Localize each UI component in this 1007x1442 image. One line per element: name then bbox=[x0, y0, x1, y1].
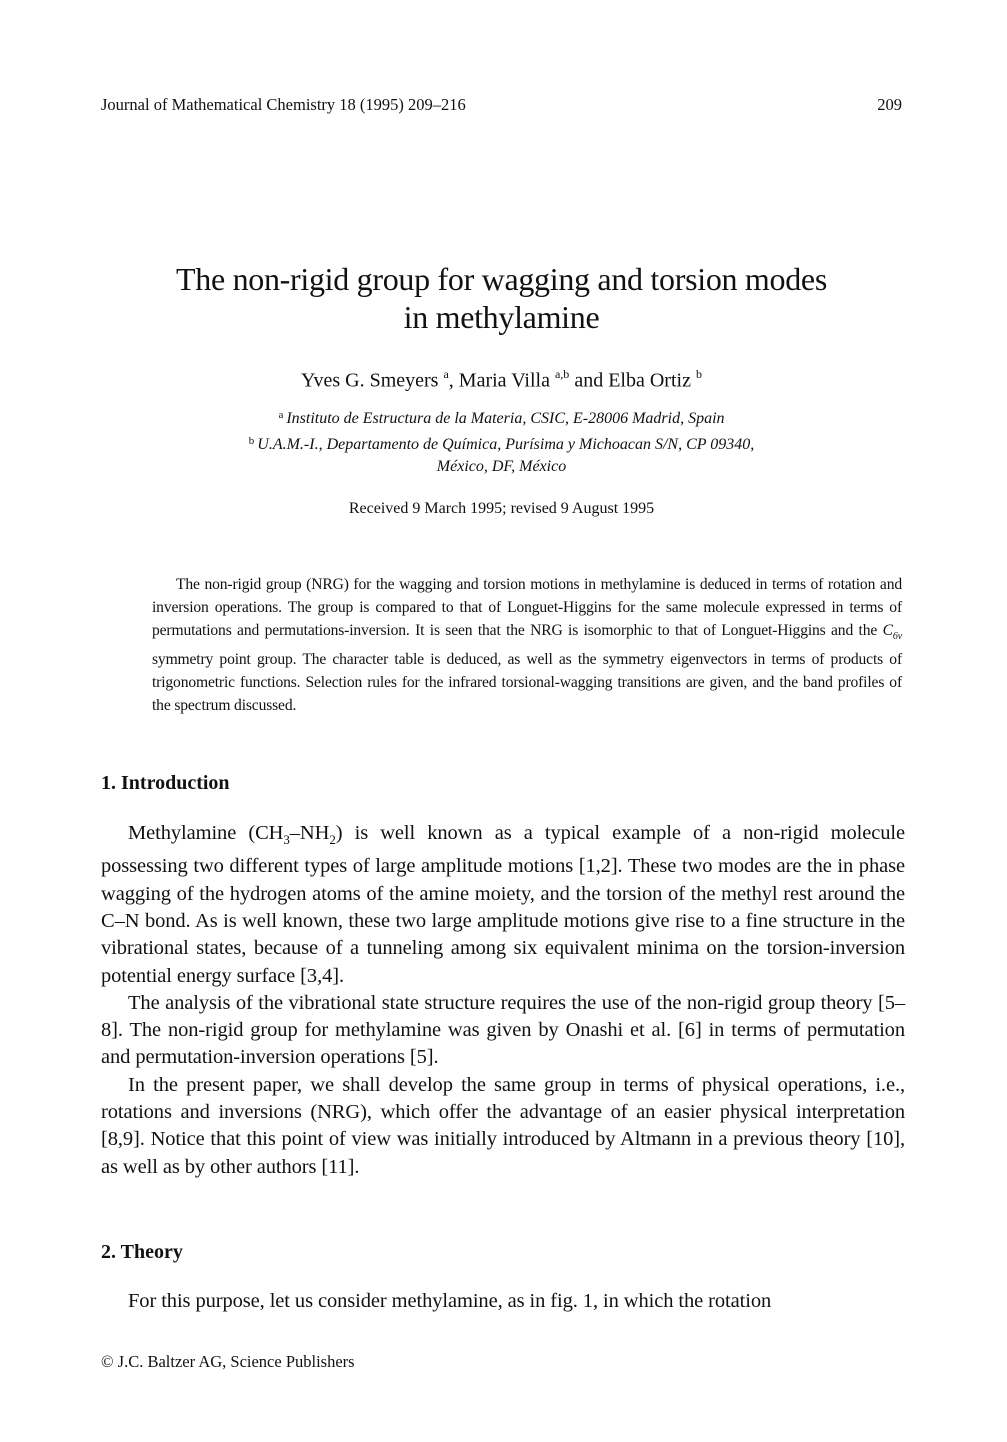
affiliation-b bbox=[101, 430, 902, 456]
affiliation-b-mark: b bbox=[248, 435, 255, 447]
abstract-text-1: The non-rigid group (NRG) for the wagging and torsion motions in methylamine is deduced in terms of rotation and inversion operations. The group is compared to that of Longuet-Higgins for the same molecule expressed in terms of permutations and permutations-inversion. It is seen that the NRG is isomorphic to that of Longuet-Higgins and the bbox=[152, 576, 902, 639]
abstract-paragraph bbox=[152, 573, 902, 717]
abstract-text-2: symmetry point group. The character table is deduced, as well as the symmetry eigenvectors in terms of products of trigonometric functions. Selection rules for the infrared torsional-wagging transitions are given, and the band profiles of the spectrum discussed. bbox=[152, 651, 902, 715]
journal-citation: Journal of Mathematical Chemistry 18 (1995) 209–216 bbox=[101, 95, 466, 114]
section-heading-introduction: 1. Introduction bbox=[101, 772, 230, 794]
author-3-affiliation-mark: b bbox=[695, 367, 702, 381]
paper-title bbox=[101, 260, 902, 336]
author-3: Elba Ortiz bbox=[608, 369, 691, 392]
intro-paragraph-1: Methylamine $(CH_3-NH_2)$ is well known as a typical example of a non-rigid molecule possessing two different types of large amplitude motions [1,2]. These two modes are the in phase wagging of the hydrogen atoms of the amine moiety, and the torsion of the methyl rest around the C–N bond. As is well known, these two large amplitude motions give rise to a fine structure in the vibrational states, because of a tunneling among six equivalent minima on the torsion-inversion potential energy surface [3,4]. bbox=[101, 822, 905, 987]
received-dates: Received 9 March 1995; revised 9 August 1995 bbox=[348, 500, 655, 517]
author-1: Yves G. Smeyers bbox=[301, 369, 439, 392]
page-number: 209 bbox=[877, 95, 902, 114]
author-2-affiliation-mark: a,b bbox=[554, 367, 570, 381]
affiliation-b-line-2: México, DF, México bbox=[436, 458, 567, 475]
intro-paragraph-2: The analysis of the vibrational state structure requires the use of the non-rigid group theory [5–8]. The non-rigid group for methylamine was given by Onashi et al. [6] in terms of permutation and permutation-inversion operations [5]. bbox=[101, 991, 905, 1069]
author-1-affiliation-mark: a bbox=[443, 367, 449, 381]
introduction-body bbox=[101, 820, 905, 1181]
abstract bbox=[152, 573, 902, 717]
affiliation-a bbox=[101, 404, 902, 430]
affiliation-a-mark: a bbox=[278, 409, 284, 421]
title-line-1: The non-rigid group for wagging and torsion modes bbox=[176, 261, 827, 297]
affiliation-b-line-1: U.A.M.-I., Departamento de Química, Purísima y Michoacan S/N, CP 09340, bbox=[257, 436, 755, 453]
intro-paragraph-3: In the present paper, we shall develop the same group in terms of physical operations, i.e., rotations and inversions (NRG), which offer the advantage of an easier physical interpretation [8,9]. Notice that this point of view was initially introduced by Altmann in a previous theory [10], as well as by other authors [11]. bbox=[101, 1073, 905, 1178]
affiliations bbox=[101, 404, 902, 478]
author-separator: , bbox=[448, 369, 459, 392]
section-heading-theory: 2. Theory bbox=[101, 1241, 183, 1263]
copyright-footer: © J.C. Baltzer AG, Science Publishers bbox=[101, 1352, 355, 1371]
theory-paragraph-1: For this purpose, let us consider methylamine, as in fig. 1, in which the rotation bbox=[128, 1290, 772, 1312]
author-2: Maria Villa bbox=[458, 369, 550, 392]
symmetry-group-symbol: $C_{6v}$ bbox=[882, 622, 902, 643]
affiliation-a-text: Instituto de Estructura de la Materia, CSIC, E-28006 Madrid, Spain bbox=[286, 410, 725, 427]
theory-body bbox=[101, 1288, 905, 1315]
author-list bbox=[101, 368, 902, 393]
author-separator: and bbox=[569, 369, 609, 392]
title-line-2: in methylamine bbox=[403, 299, 600, 335]
